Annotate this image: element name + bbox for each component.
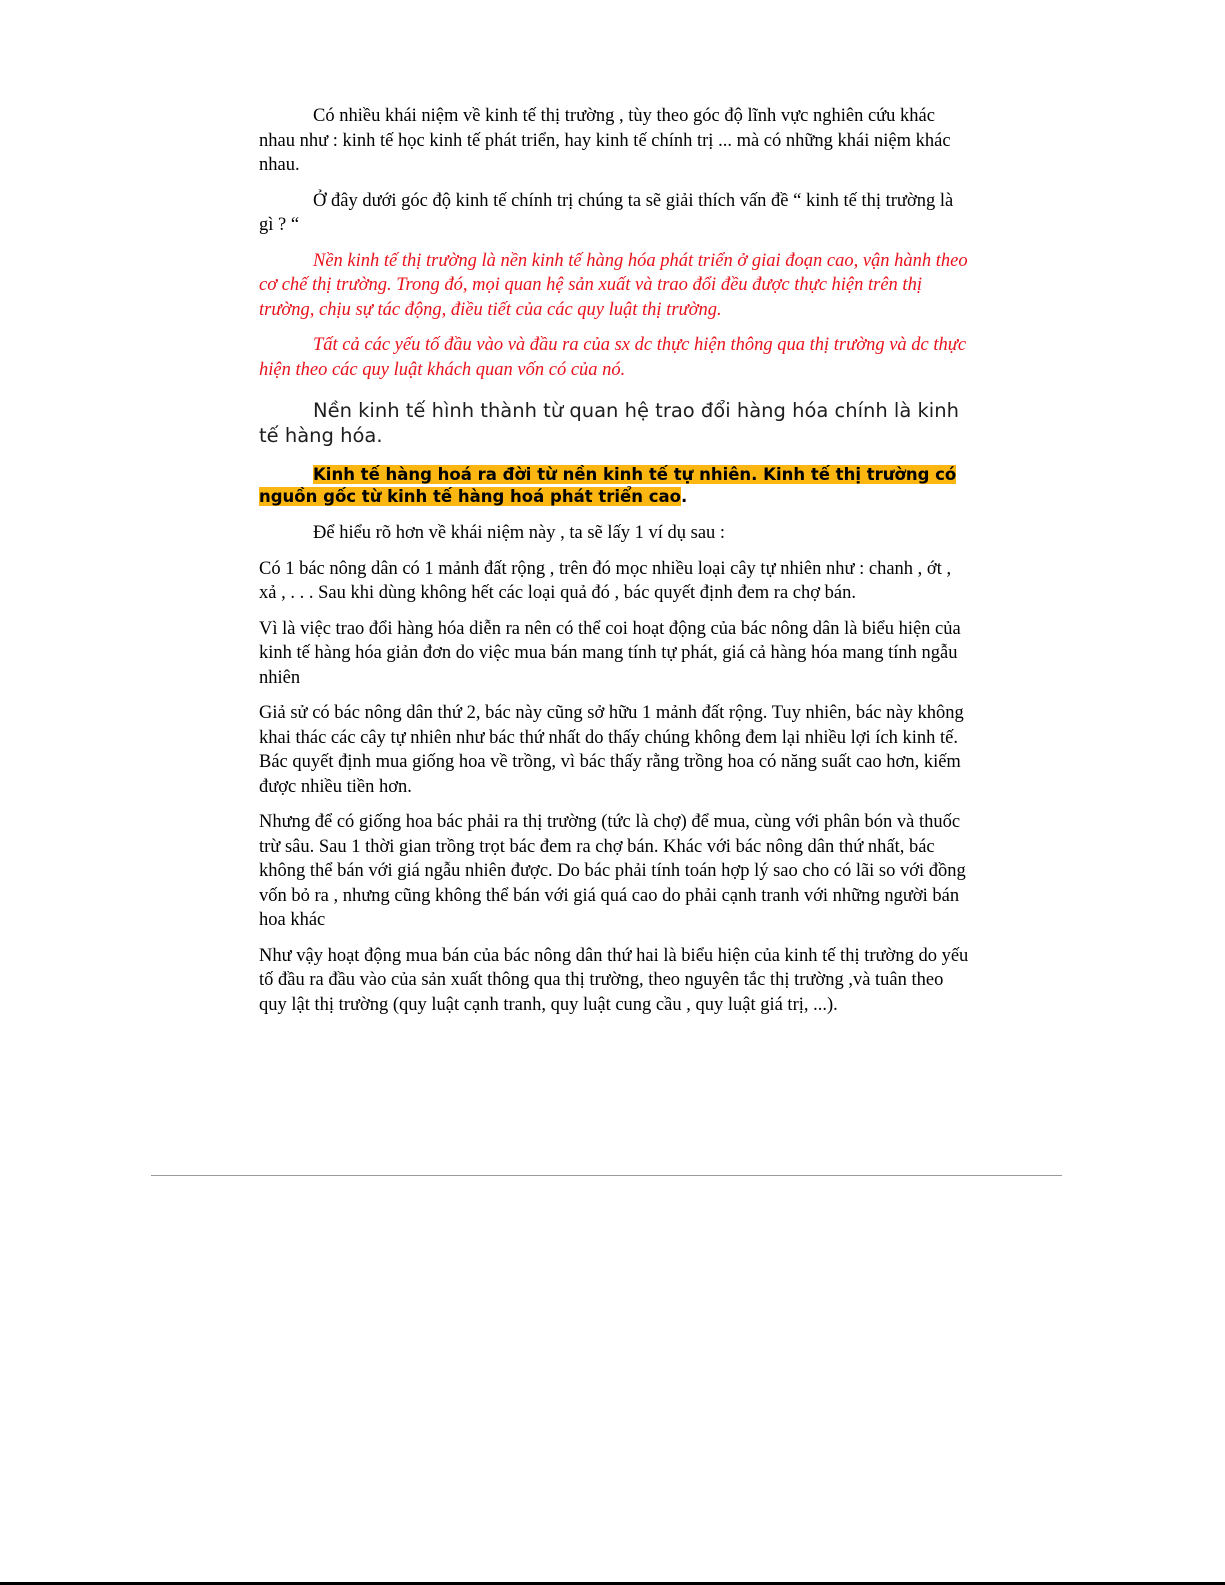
paragraph-highlighted — [259, 464, 971, 508]
paragraph-market-purchase: Nhưng để có giống hoa bác phải ra thị trường (tức là chợ) để mua, cùng với phân bón và thuốc trừ sâu. Sau 1 thời gian trồng trọt bác đem ra chợ bán. Khác với bác nông dân thứ nhất, bác không thể bán với giá ngẫu nhiên được. Do bác phải tính toán hợp lý sao cho có lãi so với đồng vốn bỏ ra , nhưng cũng không thể bán với giá quá cao do phải cạnh tranh với những người bán hoa khác — [259, 812, 966, 930]
paragraph-definition: Nền kinh tế thị trường là nền kinh tế hàng hóa phát triển ở giai đoạn cao, vận hành theo cơ chế thị trường. Trong đó, mọi quan hệ sản xuất và trao đổi đều được thực hiện trên thị trường, chịu sự tác động, điều tiết của các quy luật thị trường. — [259, 250, 968, 320]
paragraph-question: Ở đây dưới góc độ kinh tế chính trị chúng ta sẽ giải thích vấn đề “ kinh tế thị trường là gì ? “ — [259, 190, 954, 235]
paragraph-inputs-outputs: Tất cả các yếu tố đầu vào và đầu ra của sx dc thực hiện thông qua thị trường và dc thực hiện theo các quy luật khách quan vốn có của nó. — [259, 335, 967, 380]
paragraph-intro: Có nhiều khái niệm về kinh tế thị trường , tùy theo góc độ lĩnh vực nghiên cứu khác nhau như : kinh tế học kinh tế phát triển, hay kinh tế chính trị ... mà có những khái niệm khác nhau. — [259, 106, 951, 175]
page-divider — [151, 1175, 1062, 1176]
paragraph-farmer-two: Giả sử có bác nông dân thứ 2, bác này cũng sở hữu 1 mảnh đất rộng. Tuy nhiên, bác này không khai thác các cây tự nhiên như bác thứ nhất do thấy chúng không đem lại nhiều lợi ích kinh tế. Bác quyết định mua giống hoa về trồng, vì bác thấy rằng trồng hoa có năng suất cao hơn, kiếm được nhiều tiền hơn. — [259, 703, 964, 797]
paragraph-simple-commodity: Vì là việc trao đổi hàng hóa diễn ra nên có thể coi hoạt động của bác nông dân là biểu hiện của kinh tế hàng hóa giản đơn do việc mua bán mang tính tự phát, giá cả hàng hóa mang tính ngẫu nhiên — [259, 618, 961, 688]
paragraph-farmer-one: Có 1 bác nông dân có 1 mảnh đất rộng , trên đó mọc nhiều loại cây tự nhiên như : chanh , ớt , xả , . . . Sau khi dùng không hết các loại quả đó , bác quyết định đem ra chợ bán. — [259, 558, 952, 603]
highlight-period: . — [680, 487, 688, 506]
highlighted-text: Kinh tế hàng hoá ra đời từ nền kinh tế tự nhiên. Kinh tế thị trường có nguồn gốc từ kinh tế hàng hoá phát triển cao — [259, 465, 957, 506]
paragraph-example-intro: Để hiểu rõ hơn về khái niệm này , ta sẽ lấy 1 ví dụ sau : — [313, 523, 726, 543]
paragraph-commodity-economy: Nền kinh tế hình thành từ quan hệ trao đổi hàng hóa chính là kinh tế hàng hóa. — [259, 399, 959, 447]
paragraph-conclusion: Như vậy hoạt động mua bán của bác nông dân thứ hai là biểu hiện của kinh tế thị trường do yếu tố đầu ra đầu vào của sản xuất thông qua thị trường, theo nguyên tắc thị trường ,và tuân theo quy lật thị trường (quy luật cạnh tranh, quy luật cung cầu , quy luật giá trị, ...). — [259, 945, 969, 1015]
document-page — [259, 104, 971, 1028]
